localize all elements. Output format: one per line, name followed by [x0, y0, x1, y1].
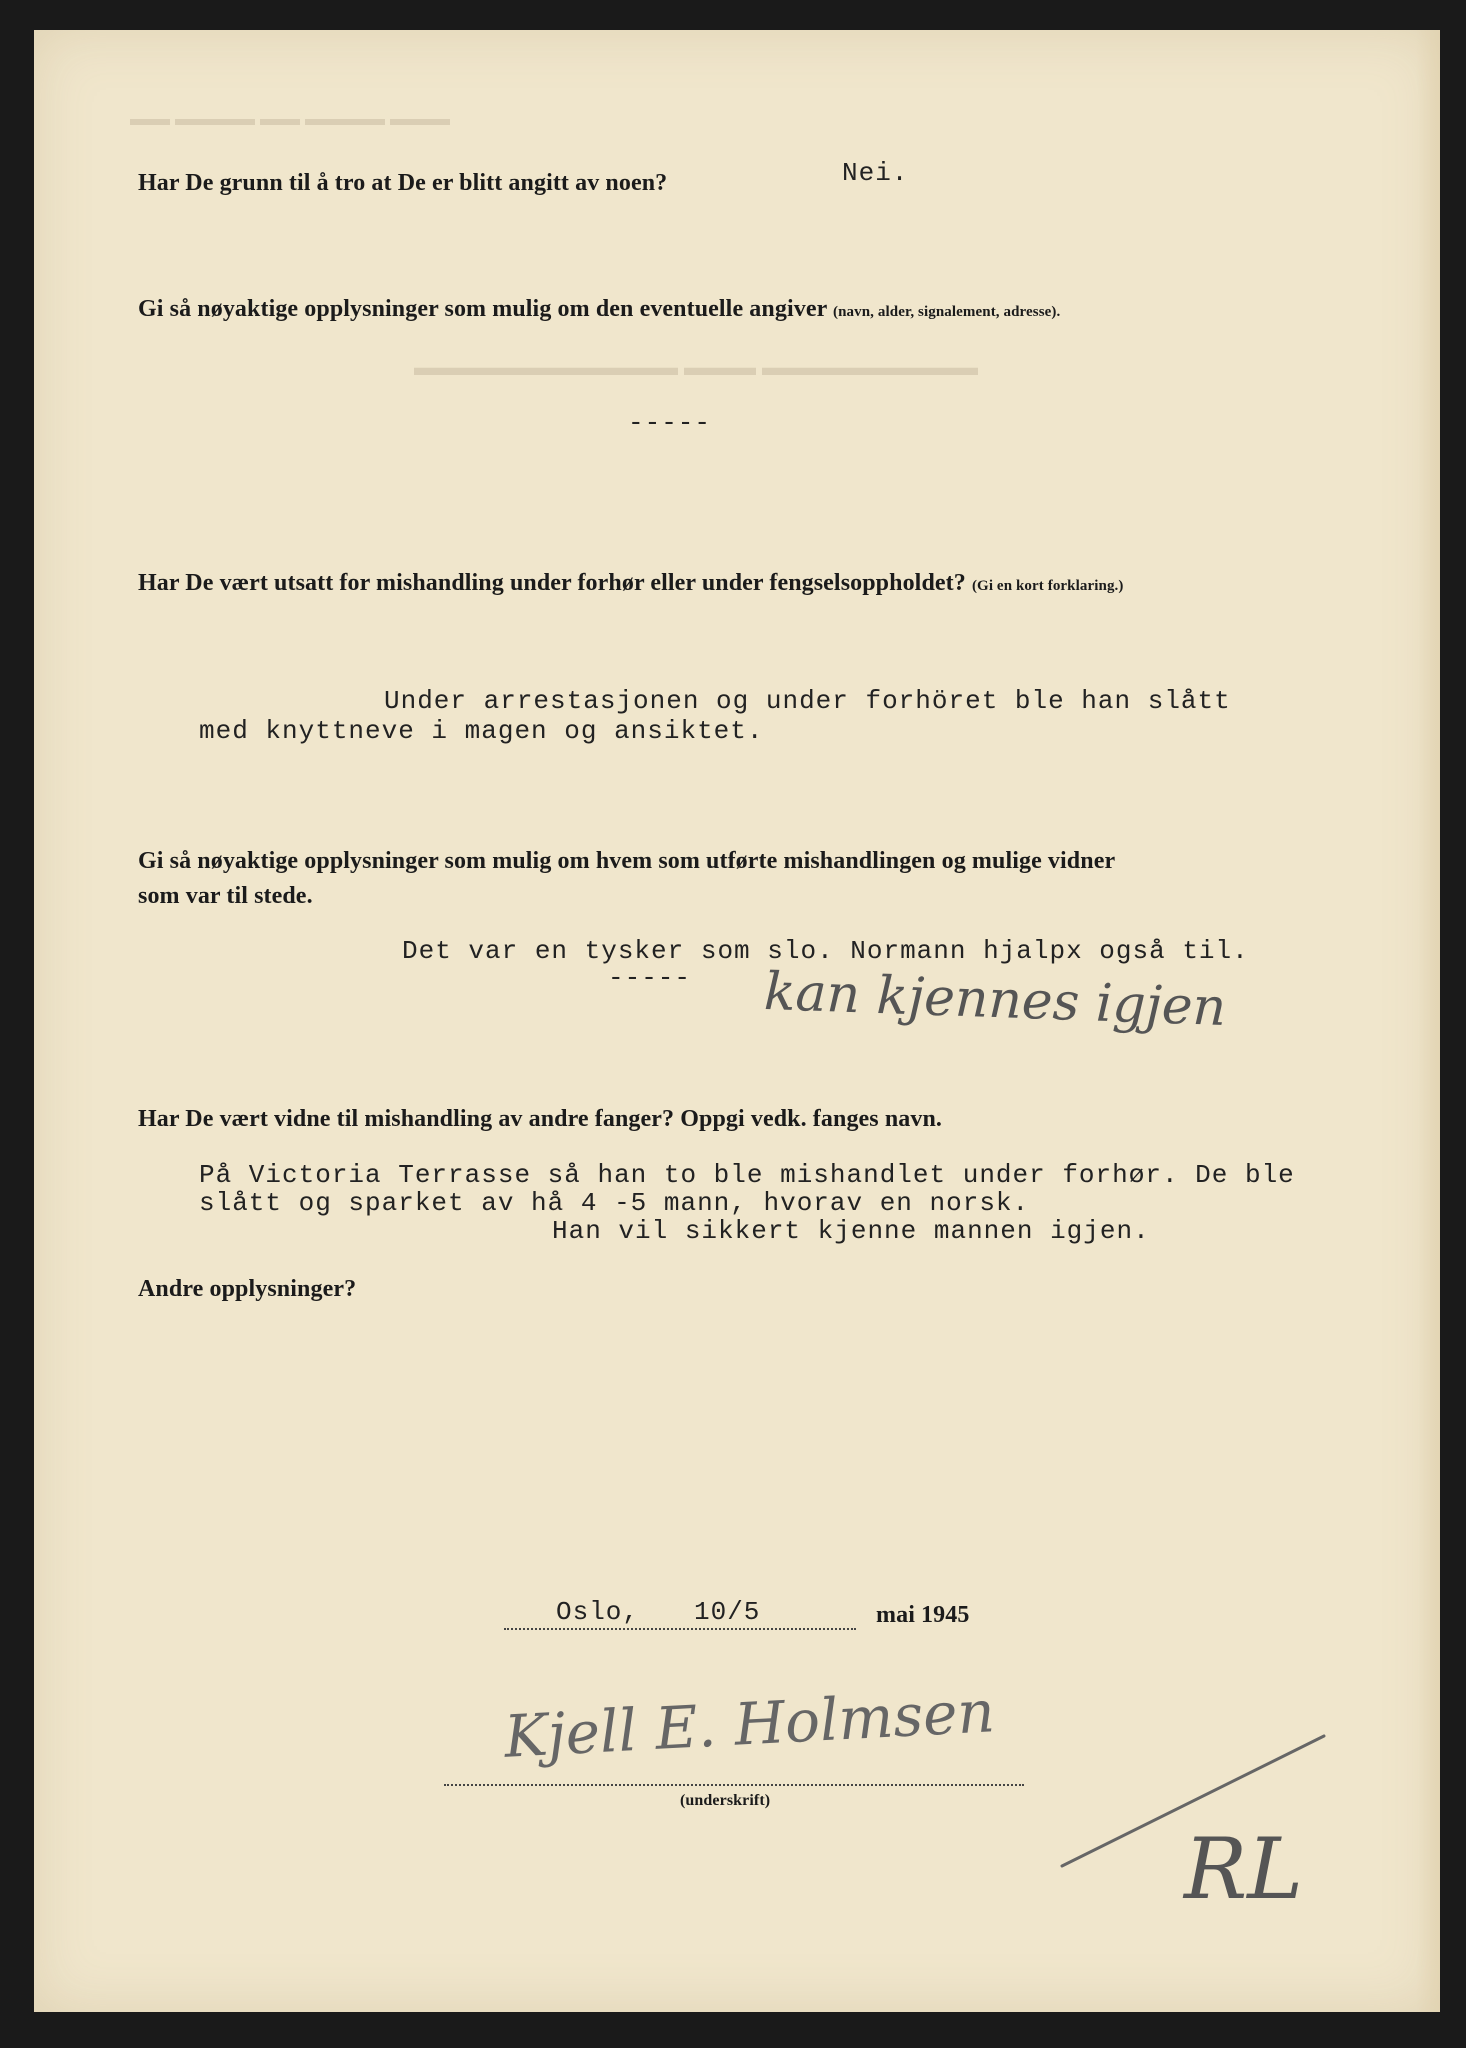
answer-utforte: Det var en tysker som slo. Normann hjalpx også til. [402, 936, 1249, 966]
bleed-through: ▬▬ ▬▬▬▬ ▬▬ ▬▬▬▬ ▬▬▬ [130, 108, 450, 130]
signature: Kjell E. Holmsen [502, 1677, 997, 1771]
question-angitt: Har De grunn til å tro at De er blitt angitt av noen? [138, 170, 668, 196]
document-page [34, 30, 1440, 2012]
page-edge [1416, 30, 1440, 2012]
answer-utforte-dashes: ----- [608, 963, 692, 993]
question-mishandling-hint: (Gi en kort forklaring.) [971, 578, 1124, 594]
signature-caption: (underskrift) [680, 1792, 771, 1809]
question-utforte: Gi så nøyaktige opplysninger som mulig om hvem som utførte mishandlingen og mulige vidner [138, 848, 1116, 874]
answer-angitt: Nei. [842, 158, 909, 188]
footer-date: 10/5 [694, 1597, 761, 1627]
question-angiver [138, 296, 1060, 323]
question-andre: Andre opplysninger? [138, 1276, 357, 1302]
answer-vidne-line: slått og sparket av hå 4 -5 mann, hvorav en norsk. [199, 1188, 1030, 1218]
initials: RL [1184, 1820, 1304, 1918]
question-vidne: Har De vært vidne til mishandling av andre fanger? Oppgi vedk. fanges navn. [138, 1106, 943, 1132]
answer-angiver: ----- [628, 408, 712, 438]
footer-month-year: mai 1945 [876, 1602, 970, 1628]
date-line [504, 1628, 856, 1630]
answer-vidne-line: På Victoria Terrasse så han to ble mishandlet under forhør. De ble [199, 1160, 1295, 1190]
answer-mishandling-line: med knyttneve i magen og ansiktet. [199, 716, 764, 746]
question-mishandling-label: Har De vært utsatt for mishandling under forhør eller under fengselsoppholdet? [138, 570, 966, 596]
question-angiver-hint: (navn, alder, signalement, adresse). [833, 304, 1061, 320]
handwritten-note: kan kjennes igjen [763, 961, 1228, 1039]
signature-line [444, 1784, 1024, 1786]
bleed-through: ▬▬▬▬▬▬▬▬▬▬▬ ▬▬▬ ▬▬▬▬▬▬▬▬▬ [414, 355, 978, 381]
question-utforte: som var til stede. [138, 883, 313, 909]
question-angiver-label: Gi så nøyaktige opplysninger som mulig om den eventuelle angiver [138, 296, 827, 322]
answer-vidne-line: Han vil sikkert kjenne mannen igjen. [552, 1216, 1150, 1246]
answer-mishandling-line: Under arrestasjonen og under forhöret ble han slått [384, 686, 1231, 716]
question-mishandling [138, 570, 1124, 597]
footer-place: Oslo, [556, 1597, 640, 1627]
